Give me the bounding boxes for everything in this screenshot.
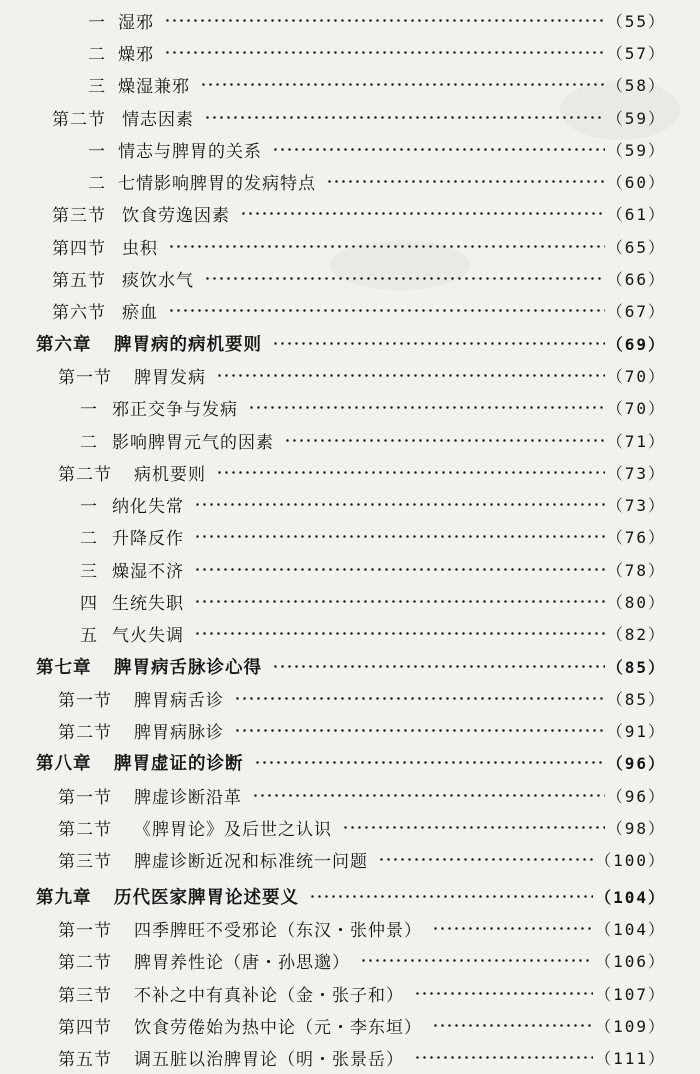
toc-page-number: （66） (606, 270, 666, 290)
toc-entry-title: 饮食劳逸因素 (122, 206, 230, 227)
toc-entry-number: 第二节 (58, 953, 112, 974)
toc-entry-title: 燥湿兼邪 (118, 77, 190, 98)
toc-dot-leader (194, 600, 605, 603)
toc-entry-number: 第二节 (58, 723, 112, 744)
toc-entry-row[interactable] (0, 844, 700, 876)
toc-entry-title: 脾虚诊断近况和标准统一问题 (134, 852, 368, 873)
toc-page-number: （106） (595, 952, 666, 972)
toc-page-number: （104） (595, 919, 666, 939)
toc-entry-title: 脾胃病舌脉诊心得 (114, 657, 262, 678)
toc-entry-row[interactable] (0, 553, 700, 585)
toc-entry-row[interactable] (0, 101, 700, 133)
toc-dot-leader (414, 992, 593, 995)
toc-page-number: （76） (606, 528, 666, 548)
toc-entry-row[interactable] (0, 715, 700, 747)
toc-entry-title: 四季脾旺不受邪论（东汉・张仲景） (134, 920, 422, 941)
toc-entry-row[interactable] (0, 230, 700, 262)
toc-entry-number: 五 (80, 626, 98, 647)
toc-dot-leader (432, 927, 593, 930)
toc-entry-number: 第四节 (58, 1017, 112, 1038)
toc-page-number: （98） (606, 819, 666, 839)
toc-page-number: （58） (606, 76, 666, 96)
toc-entry-title: 升降反作 (112, 529, 184, 550)
toc-entry-number: 第七章 (36, 657, 92, 678)
toc-entry-row[interactable] (0, 36, 700, 68)
toc-entry-title: 情志与脾胃的关系 (118, 141, 262, 162)
toc-page-number: （78） (606, 560, 666, 580)
toc-entry-title: 历代医家脾胃论述要义 (114, 887, 299, 908)
toc-entry-number: 一 (88, 12, 106, 33)
toc-entry-row[interactable] (0, 1042, 700, 1074)
toc-entry-title: 湿邪 (118, 12, 154, 33)
table-of-contents (0, 4, 700, 1074)
toc-page-number: （96） (606, 754, 666, 774)
toc-entry-row[interactable] (0, 682, 700, 714)
toc-entry-row[interactable] (0, 779, 700, 811)
toc-dot-leader (284, 439, 605, 442)
toc-entry-title: 痰饮水气 (122, 271, 194, 292)
toc-page-number: （70） (606, 399, 666, 419)
toc-entry-number: 第一节 (58, 690, 112, 711)
toc-dot-leader (432, 1024, 593, 1027)
toc-entry-number: 二 (80, 432, 98, 453)
toc-dot-leader (272, 665, 605, 668)
toc-entry-row[interactable] (0, 262, 700, 294)
toc-entry-row[interactable] (0, 912, 700, 944)
toc-page-number: （85） (606, 657, 666, 677)
toc-entry-row[interactable] (0, 359, 700, 391)
toc-entry-number: 第一节 (58, 920, 112, 941)
toc-dot-leader (254, 761, 605, 764)
toc-page-number: （55） (606, 11, 666, 31)
toc-entry-title: 脾胃病舌诊 (134, 690, 224, 711)
toc-dot-leader (272, 148, 605, 151)
toc-entry-row[interactable] (0, 456, 700, 488)
toc-page-number: （57） (606, 43, 666, 63)
toc-chapter-row[interactable] (0, 650, 700, 682)
toc-entry-number: 二 (88, 44, 106, 65)
toc-dot-leader (252, 794, 605, 797)
toc-chapter-row[interactable] (0, 327, 700, 359)
toc-chapter-row[interactable] (0, 747, 700, 779)
toc-entry-number: 第六章 (36, 334, 92, 355)
toc-entry-title: 调五脏以治脾胃论（明・张景岳） (134, 1050, 404, 1071)
toc-page-number: （71） (606, 431, 666, 451)
toc-dot-leader (194, 535, 605, 538)
toc-entry-number: 第一节 (58, 367, 112, 388)
toc-entry-number: 二 (88, 174, 106, 195)
toc-entry-number: 三 (88, 77, 106, 98)
toc-entry-row[interactable] (0, 198, 700, 230)
toc-entry-row[interactable] (0, 811, 700, 843)
toc-page-number: （59） (606, 108, 666, 128)
toc-entry-row[interactable] (0, 165, 700, 197)
toc-entry-title: 脾胃病脉诊 (134, 723, 224, 744)
toc-dot-leader (168, 245, 605, 248)
toc-entry-number: 一 (88, 141, 106, 162)
toc-entry-number: 第三节 (58, 985, 112, 1006)
toc-page-number: （70） (606, 366, 666, 386)
toc-chapter-row[interactable] (0, 880, 700, 912)
toc-entry-number: 第三节 (52, 206, 106, 227)
toc-entry-number: 四 (80, 593, 98, 614)
toc-dot-leader (216, 471, 605, 474)
toc-dot-leader (164, 19, 605, 22)
toc-entry-row[interactable] (0, 1009, 700, 1041)
toc-entry-number: 第二节 (58, 464, 112, 485)
toc-entry-title: 纳化失常 (112, 497, 184, 518)
toc-page-number: （67） (606, 302, 666, 322)
toc-entry-title: 燥湿不济 (112, 561, 184, 582)
toc-dot-leader (234, 697, 605, 700)
toc-dot-leader (240, 212, 605, 215)
toc-entry-row[interactable] (0, 945, 700, 977)
toc-dot-leader (272, 342, 605, 345)
toc-entry-row[interactable] (0, 585, 700, 617)
toc-page-number: （61） (606, 205, 666, 225)
toc-page-number: （82） (606, 625, 666, 645)
toc-entry-title: 情志因素 (122, 109, 194, 130)
toc-entry-row[interactable] (0, 133, 700, 165)
toc-entry-title: 瘀血 (122, 303, 158, 324)
toc-page-number: （65） (606, 237, 666, 257)
toc-entry-number: 第二节 (52, 109, 106, 130)
toc-entry-number: 一 (80, 497, 98, 518)
toc-page-number: （80） (606, 592, 666, 612)
toc-entry-number: 第二节 (58, 820, 112, 841)
toc-entry-number: 三 (80, 561, 98, 582)
toc-dot-leader (194, 632, 605, 635)
toc-entry-number: 第八章 (36, 754, 92, 775)
toc-entry-title: 气火失调 (112, 626, 184, 647)
toc-page-number: （107） (595, 984, 666, 1004)
toc-page-number: （111） (595, 1049, 666, 1069)
toc-entry-number: 第四节 (52, 238, 106, 259)
toc-dot-leader (360, 959, 593, 962)
toc-entry-title: 饮食劳倦始为热中论（元・李东垣） (134, 1017, 422, 1038)
toc-dot-leader (216, 374, 605, 377)
toc-dot-leader (204, 277, 605, 280)
toc-dot-leader (200, 83, 605, 86)
toc-entry-title: 《脾胃论》及后世之认识 (134, 820, 332, 841)
toc-entry-title: 影响脾胃元气的因素 (112, 432, 274, 453)
toc-entry-row[interactable] (0, 295, 700, 327)
toc-dot-leader (309, 895, 593, 898)
toc-entry-number: 二 (80, 529, 98, 550)
toc-dot-leader (194, 568, 605, 571)
toc-page-number: （100） (595, 851, 666, 871)
toc-page-number: （59） (606, 140, 666, 160)
toc-entry-number: 第一节 (58, 787, 112, 808)
toc-entry-title: 七情影响脾胃的发病特点 (118, 174, 316, 195)
toc-page-number: （109） (595, 1016, 666, 1036)
toc-entry-number: 一 (80, 400, 98, 421)
toc-entry-title: 不补之中有真补论（金・张子和） (134, 985, 404, 1006)
toc-dot-leader (168, 309, 605, 312)
toc-dot-leader (326, 180, 605, 183)
toc-dot-leader (194, 503, 605, 506)
toc-page-number: （96） (606, 786, 666, 806)
toc-page-number: （73） (606, 463, 666, 483)
toc-entry-row[interactable] (0, 488, 700, 520)
toc-dot-leader (234, 729, 605, 732)
toc-dot-leader (164, 51, 605, 54)
toc-entry-title: 脾虚诊断沿革 (134, 787, 242, 808)
toc-entry-title: 燥邪 (118, 44, 154, 65)
toc-entry-number: 第五节 (52, 271, 106, 292)
toc-entry-number: 第三节 (58, 852, 112, 873)
toc-entry-title: 脾胃病的病机要则 (114, 334, 262, 355)
toc-entry-row[interactable] (0, 521, 700, 553)
toc-entry-row[interactable] (0, 618, 700, 650)
toc-page-number: （104） (595, 887, 666, 907)
toc-entry-row[interactable] (0, 4, 700, 36)
toc-entry-number: 第五节 (58, 1050, 112, 1071)
toc-dot-leader (204, 116, 605, 119)
toc-page-number: （73） (606, 496, 666, 516)
toc-entry-title: 生统失职 (112, 593, 184, 614)
toc-entry-row[interactable] (0, 69, 700, 101)
toc-entry-row[interactable] (0, 424, 700, 456)
toc-dot-leader (342, 826, 605, 829)
toc-page-number: （60） (606, 173, 666, 193)
toc-dot-leader (248, 406, 605, 409)
toc-dot-leader (378, 858, 593, 861)
toc-page-number: （69） (606, 334, 666, 354)
toc-entry-row[interactable] (0, 392, 700, 424)
toc-entry-title: 邪正交争与发病 (112, 400, 238, 421)
toc-page-number: （91） (606, 722, 666, 742)
toc-entry-number: 第九章 (36, 887, 92, 908)
toc-entry-title: 虫积 (122, 238, 158, 259)
toc-page-number: （85） (606, 689, 666, 709)
toc-entry-title: 脾胃养性论（唐・孙思邈） (134, 953, 350, 974)
toc-entry-row[interactable] (0, 977, 700, 1009)
toc-entry-title: 病机要则 (134, 464, 206, 485)
toc-entry-title: 脾胃发病 (134, 367, 206, 388)
toc-entry-title: 脾胃虚证的诊断 (114, 754, 244, 775)
toc-entry-number: 第六节 (52, 303, 106, 324)
toc-dot-leader (414, 1056, 593, 1059)
